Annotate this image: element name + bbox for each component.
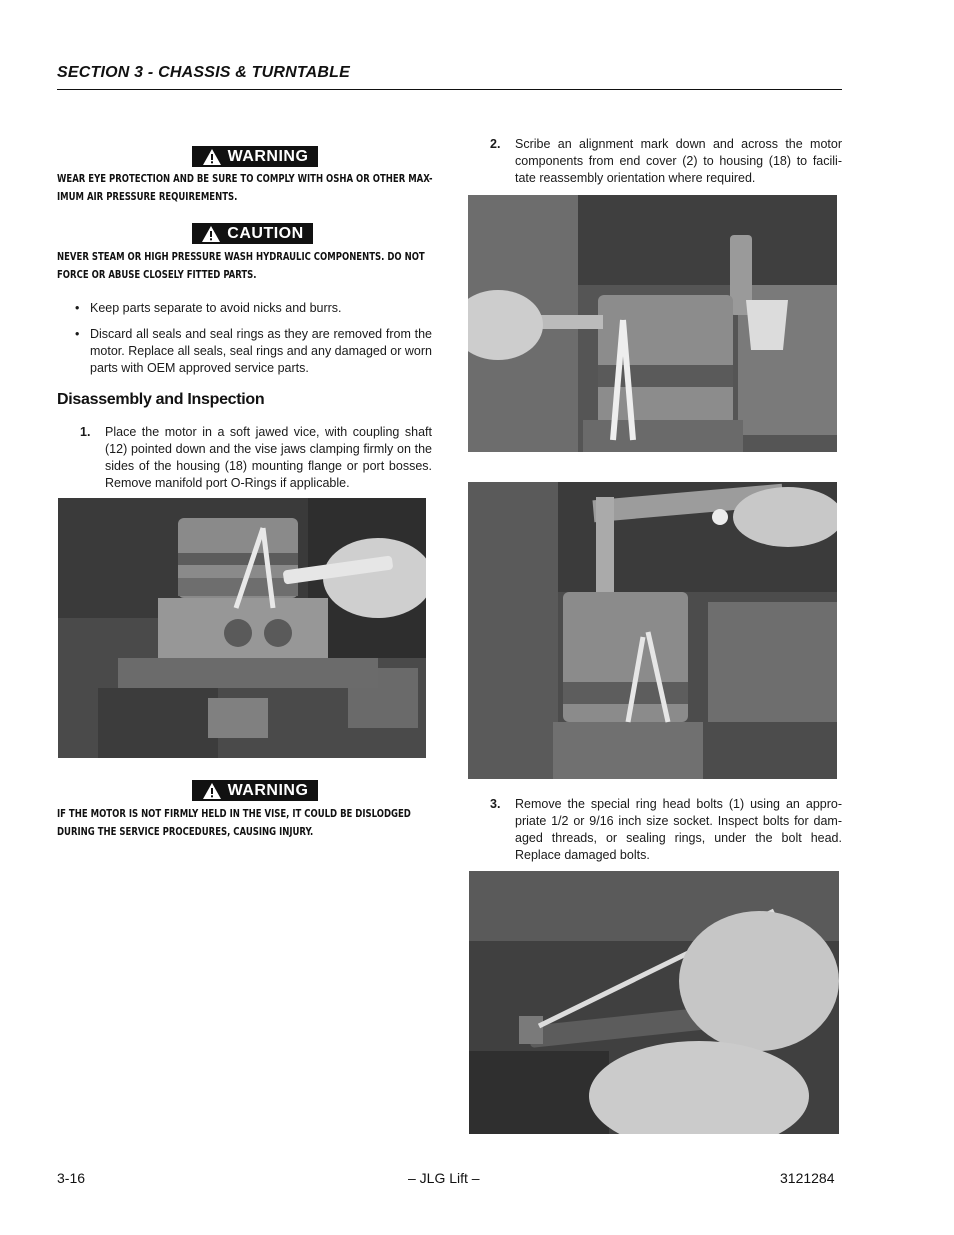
warning-label-2: WARNING: [227, 781, 309, 799]
caution-text: NEVER STEAM OR HIGH PRESSURE WASH HYDRAULIC COMPONENTS. DO NOT FORCE OR ABUSE CLOSELY FITTED PARTS.: [57, 251, 425, 281]
photo-bolt-inspection: [469, 871, 839, 1134]
step-text-1: Place the motor in a soft jawed vice, with coupling shaft (12) pointed down and the vise jaws clamping firmly on the sides of the housing (18) mounting flange or port bosses. Remove manifold port O-Rings if applicable.: [105, 425, 432, 490]
step-text-3: Remove the special ring head bolts (1) using an appro-priate 1/2 or 9/16 inch size socket. Inspect bolts for dam-aged threads, or sealing rings, under the bolt head. Replace damaged bolts.: [515, 797, 842, 862]
step-text-2: Scribe an alignment mark down and across the motor components from end cover (2) to housing (18) to facili-tate reassembly orientation where required.: [515, 137, 842, 185]
step-number-1: 1.: [80, 425, 91, 439]
caution-badge: [192, 223, 313, 244]
step-number-2: 2.: [490, 137, 501, 151]
header-rule: [57, 89, 842, 90]
photo-wrench-bolts: [468, 482, 837, 779]
bullet-dot: •: [75, 301, 80, 315]
warning-label-1: WARNING: [227, 147, 309, 165]
warning-triangle-icon: [201, 225, 221, 243]
photo-scribed-motor: [468, 195, 837, 452]
footer-center: – JLG Lift –: [408, 1170, 480, 1186]
section-heading: Disassembly and Inspection: [57, 391, 265, 408]
warning-triangle-icon: [202, 148, 222, 166]
warning-text-1: WEAR EYE PROTECTION AND BE SURE TO COMPLY WITH OSHA OR OTHER MAX-IMUM AIR PRESSURE REQUIREMENTS.: [57, 173, 433, 203]
bullet-text-1: Keep parts separate to avoid nicks and burrs.: [90, 301, 342, 315]
section-title: SECTION 3 - CHASSIS & TURNTABLE: [57, 64, 351, 81]
bullet-text-2: Discard all seals and seal rings as they are removed from the motor. Replace all seals, seal rings and any damaged or worn parts with OEM approved service parts.: [90, 327, 432, 375]
step-number-3: 3.: [490, 797, 501, 811]
bullet-dot: •: [75, 327, 80, 341]
warning-triangle-icon: [202, 782, 222, 800]
caution-label: CAUTION: [227, 224, 304, 242]
photo-motor-in-vise: [58, 498, 426, 758]
warning-badge-2: [192, 780, 318, 801]
footer-doc-number: 3121284: [780, 1170, 835, 1186]
warning-badge-1: [192, 146, 318, 167]
bullet-item-1: [75, 300, 432, 317]
bullet-item-2: [75, 326, 432, 377]
warning-text-2: IF THE MOTOR IS NOT FIRMLY HELD IN THE VISE, IT COULD BE DISLODGED DURING THE SERVICE PROCEDURES, CAUSING INJURY.: [57, 808, 411, 838]
footer-page-number: 3-16: [57, 1170, 86, 1186]
